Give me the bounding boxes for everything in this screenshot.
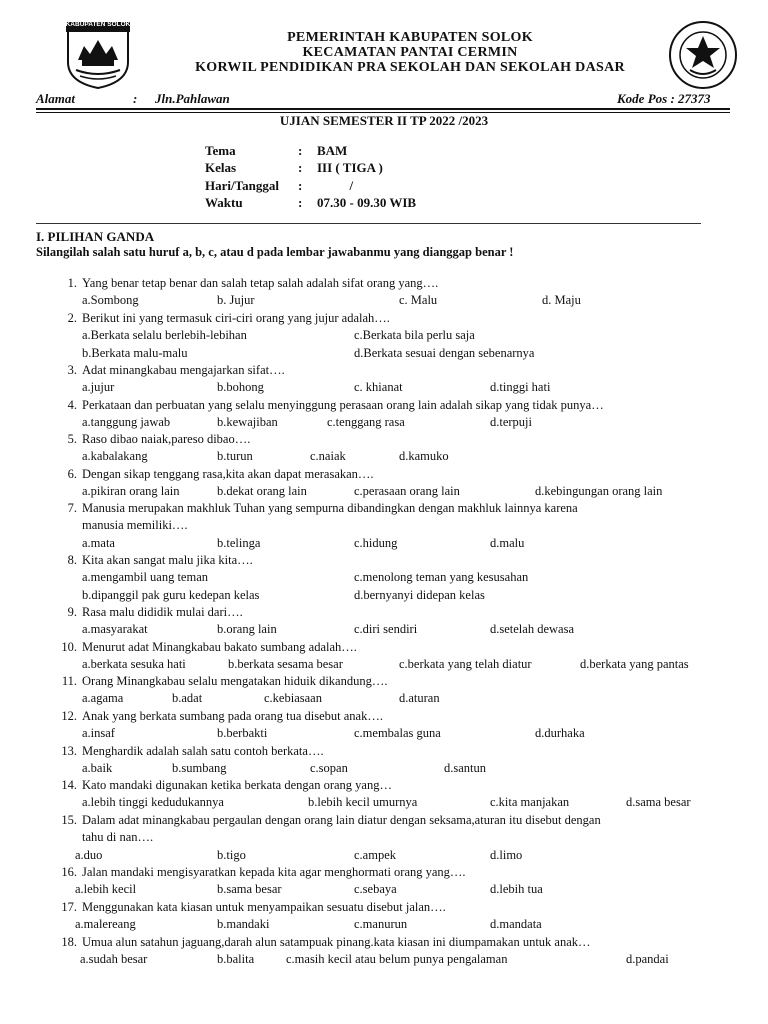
answer-option: b.sama besar bbox=[217, 882, 282, 897]
question-number: 1. bbox=[67, 276, 77, 290]
answer-option: b.tigo bbox=[217, 847, 246, 862]
info-label: Waktu bbox=[205, 195, 243, 210]
answer-option: b.telinga bbox=[217, 535, 261, 550]
answer-option: c. khianat bbox=[354, 380, 403, 395]
answer-option: a.malereang bbox=[75, 917, 136, 932]
answer-option: c.diri sendiri bbox=[354, 622, 418, 637]
answer-option: d.lebih tua bbox=[490, 882, 543, 897]
question-text: Anak yang berkata sumbang pada orang tua disebut anak…. bbox=[82, 709, 383, 723]
answer-option: d.tinggi hati bbox=[490, 380, 551, 395]
answer-option: d.kamuko bbox=[399, 449, 449, 464]
question-number: 10. bbox=[61, 640, 77, 654]
question-text: Adat minangkabau mengajarkan sifat…. bbox=[82, 363, 285, 377]
answer-option: b.dipanggil pak guru kedepan kelas bbox=[82, 587, 260, 602]
answer-option: c.manurun bbox=[354, 917, 408, 932]
answer-option: a.masyarakat bbox=[82, 622, 148, 637]
address-label: Alamat bbox=[36, 91, 76, 106]
question-text: Menurut adat Minangkabau bakato sumbang adalah…. bbox=[82, 640, 357, 654]
header-government: PEMERINTAH KABUPATEN SOLOK bbox=[287, 30, 533, 45]
question-text: Dengan sikap tenggang rasa,kita akan dapat merasakan…. bbox=[82, 467, 374, 481]
info-value: III ( TIGA ) bbox=[317, 160, 383, 175]
answer-option: a.Berkata selalu berlebih-lebihan bbox=[82, 328, 247, 343]
postal-code: Kode Pos : 27373 bbox=[617, 91, 711, 106]
question-number: 13. bbox=[61, 744, 77, 758]
answer-option: c.membalas guna bbox=[354, 726, 441, 741]
exam-title: UJIAN SEMESTER II TP 2022 /2023 bbox=[279, 113, 489, 128]
question-text: tahu di nan…. bbox=[82, 830, 154, 845]
answer-option: d.terpuji bbox=[490, 415, 533, 430]
answer-option: c.masih kecil atau belum punya pengalaman bbox=[286, 952, 508, 967]
question-text: Rasa malu dididik mulai dari…. bbox=[82, 605, 243, 619]
answer-option: a.agama bbox=[82, 691, 124, 706]
answer-option: d.limo bbox=[490, 847, 523, 862]
question-text: Perkataan dan perbuatan yang selalu menyinggung perasaan orang lain adalah sikap yang tidak punya… bbox=[82, 398, 604, 412]
address-value: Jln.Pahlawan bbox=[155, 91, 230, 106]
answer-option: c.hidung bbox=[354, 535, 398, 550]
question-number: 9. bbox=[67, 605, 77, 619]
answer-option: a.lebih tinggi kedudukannya bbox=[82, 795, 224, 810]
answer-option: c.sopan bbox=[310, 761, 348, 776]
answer-option: d.pandai bbox=[626, 952, 669, 967]
section-instruction: Silangilah salah satu huruf a, b, c, atau d pada lembar jawabanmu yang dianggap benar ! bbox=[36, 245, 514, 259]
answer-option: d.kebingungan orang lain bbox=[535, 484, 663, 499]
section-divider bbox=[36, 223, 701, 224]
answer-option: b.adat bbox=[172, 691, 203, 706]
answer-option: b.turun bbox=[217, 449, 253, 464]
question-number: 8. bbox=[67, 553, 77, 567]
answer-option: d.sama besar bbox=[626, 795, 691, 810]
answer-option: b.berbakti bbox=[217, 726, 268, 741]
address-colon: : bbox=[133, 91, 138, 106]
answer-option: d.malu bbox=[490, 535, 525, 550]
answer-option: d.setelah dewasa bbox=[490, 622, 574, 637]
info-label: Hari/Tanggal bbox=[205, 178, 279, 193]
question-text: Raso dibao naiak,pareso dibao…. bbox=[82, 432, 251, 446]
question-text: Umua alun satahun jaguang,darah alun satampuak pinang.kata kiasan ini diumpamakan untuk anak… bbox=[82, 935, 591, 949]
answer-option: a.mata bbox=[82, 535, 115, 550]
info-colon: : bbox=[298, 160, 303, 175]
answer-option: c. Malu bbox=[399, 293, 438, 308]
info-value: BAM bbox=[317, 143, 348, 158]
answer-option: b.lebih kecil umurnya bbox=[308, 795, 418, 810]
answer-option: a.duo bbox=[75, 847, 103, 862]
answer-option: d.bernyanyi didepan kelas bbox=[354, 587, 485, 602]
question-number: 11. bbox=[61, 674, 77, 688]
question-text: Menghardik adalah salah satu contoh berkata…. bbox=[82, 744, 324, 758]
answer-option: a.pikiran orang lain bbox=[82, 484, 180, 499]
answer-option: b.Berkata malu-malu bbox=[82, 345, 188, 360]
answer-option: a.berkata sesuka hati bbox=[82, 657, 186, 672]
answer-option: d.berkata yang pantas bbox=[580, 657, 689, 672]
answer-option: c.Berkata bila perlu saja bbox=[354, 328, 475, 343]
question-number: 12. bbox=[61, 709, 77, 723]
info-value: / bbox=[317, 178, 354, 193]
info-colon: : bbox=[298, 143, 303, 158]
answer-option: b.kewajiban bbox=[217, 415, 278, 430]
answer-option: d. Maju bbox=[542, 293, 581, 308]
info-label: Tema bbox=[205, 143, 236, 158]
tut-wuri-handayani-logo bbox=[668, 20, 738, 90]
question-number: 3. bbox=[67, 363, 77, 377]
answer-option: a.sudah besar bbox=[80, 952, 148, 967]
header-district: KECAMATAN PANTAI CERMIN bbox=[302, 45, 518, 60]
question-number: 4. bbox=[67, 398, 77, 412]
answer-option: c.berkata yang telah diatur bbox=[399, 657, 532, 672]
logo-caption: KABUPATEN SOLOK bbox=[65, 21, 131, 28]
question-text: Menggunakan kata kiasan untuk menyampaikan sesuatu disebut jalan…. bbox=[82, 900, 446, 914]
answer-option: c.tenggang rasa bbox=[327, 415, 405, 430]
answer-option: b.sumbang bbox=[172, 761, 227, 776]
answer-option: b.bohong bbox=[217, 380, 264, 395]
section-title: I. PILIHAN GANDA bbox=[36, 229, 155, 244]
question-text: Orang Minangkabau selalu mengatakan hiduik dikandung…. bbox=[82, 674, 388, 688]
question-text: manusia memiliki…. bbox=[82, 518, 188, 533]
question-text: Manusia merupakan makhluk Tuhan yang sempurna dibandingkan dengan makhluk lainnya karena bbox=[82, 501, 578, 515]
info-value: 07.30 - 09.30 WIB bbox=[317, 195, 417, 210]
answer-option: c.kita manjakan bbox=[490, 795, 570, 810]
answer-option: b.mandaki bbox=[217, 917, 270, 932]
question-number: 5. bbox=[67, 432, 77, 446]
answer-option: c.naiak bbox=[310, 449, 346, 464]
answer-option: a.baik bbox=[82, 761, 113, 776]
answer-option: a.kabalakang bbox=[82, 449, 148, 464]
answer-option: b.orang lain bbox=[217, 622, 277, 637]
answer-option: a.Sombong bbox=[82, 293, 139, 308]
answer-option: c.perasaan orang lain bbox=[354, 484, 460, 499]
question-text: Jalan mandaki mengisyaratkan kepada kita agar menghormati orang yang…. bbox=[82, 865, 466, 879]
info-label: Kelas bbox=[205, 160, 237, 175]
answer-option: b.balita bbox=[217, 952, 255, 967]
question-text: Dalam adat minangkabau pergaulan dengan orang lain diatur dengan seksama,aturan itu disebut dengan bbox=[82, 813, 601, 827]
info-colon: : bbox=[298, 195, 303, 210]
answer-option: d.mandata bbox=[490, 917, 542, 932]
info-colon: : bbox=[298, 178, 303, 193]
question-number: 16. bbox=[61, 865, 77, 879]
answer-option: c.menolong teman yang kesusahan bbox=[354, 570, 529, 585]
question-number: 18. bbox=[61, 935, 77, 949]
answer-option: a.insaf bbox=[82, 726, 115, 741]
answer-option: c.ampek bbox=[354, 847, 396, 862]
answer-option: b.berkata sesama besar bbox=[228, 657, 343, 672]
question-text: Berikut ini yang termasuk ciri-ciri orang yang jujur adalah…. bbox=[82, 311, 390, 325]
question-text: Yang benar tetap benar dan salah tetap salah adalah sifat orang yang…. bbox=[82, 276, 439, 290]
answer-option: b.dekat orang lain bbox=[217, 484, 307, 499]
header-office: KORWIL PENDIDIKAN PRA SEKOLAH DAN SEKOLAH DASAR bbox=[195, 60, 625, 75]
question-number: 14. bbox=[61, 778, 77, 792]
question-number: 2. bbox=[67, 311, 77, 325]
question-number: 15. bbox=[61, 813, 77, 827]
answer-option: b. Jujur bbox=[217, 293, 255, 308]
question-text: Kita akan sangat malu jika kita…. bbox=[82, 553, 253, 567]
question-number: 17. bbox=[61, 900, 77, 914]
answer-option: a.jujur bbox=[82, 380, 115, 395]
answer-option: d.aturan bbox=[399, 691, 440, 706]
answer-option: a.tanggung jawab bbox=[82, 415, 171, 430]
answer-option: a.lebih kecil bbox=[75, 882, 137, 897]
question-number: 6. bbox=[67, 467, 77, 481]
answer-option: d.durhaka bbox=[535, 726, 585, 741]
question-number: 7. bbox=[67, 501, 77, 515]
answer-option: d.Berkata sesuai dengan sebenarnya bbox=[354, 345, 535, 360]
answer-option: c.kebiasaan bbox=[264, 691, 322, 706]
answer-option: d.santun bbox=[444, 761, 487, 776]
question-text: Kato mandaki digunakan ketika berkata dengan orang yang… bbox=[82, 778, 392, 792]
answer-option: c.sebaya bbox=[354, 882, 397, 897]
kabupaten-solok-logo bbox=[62, 18, 134, 90]
answer-option: a.mengambil uang teman bbox=[82, 570, 209, 585]
